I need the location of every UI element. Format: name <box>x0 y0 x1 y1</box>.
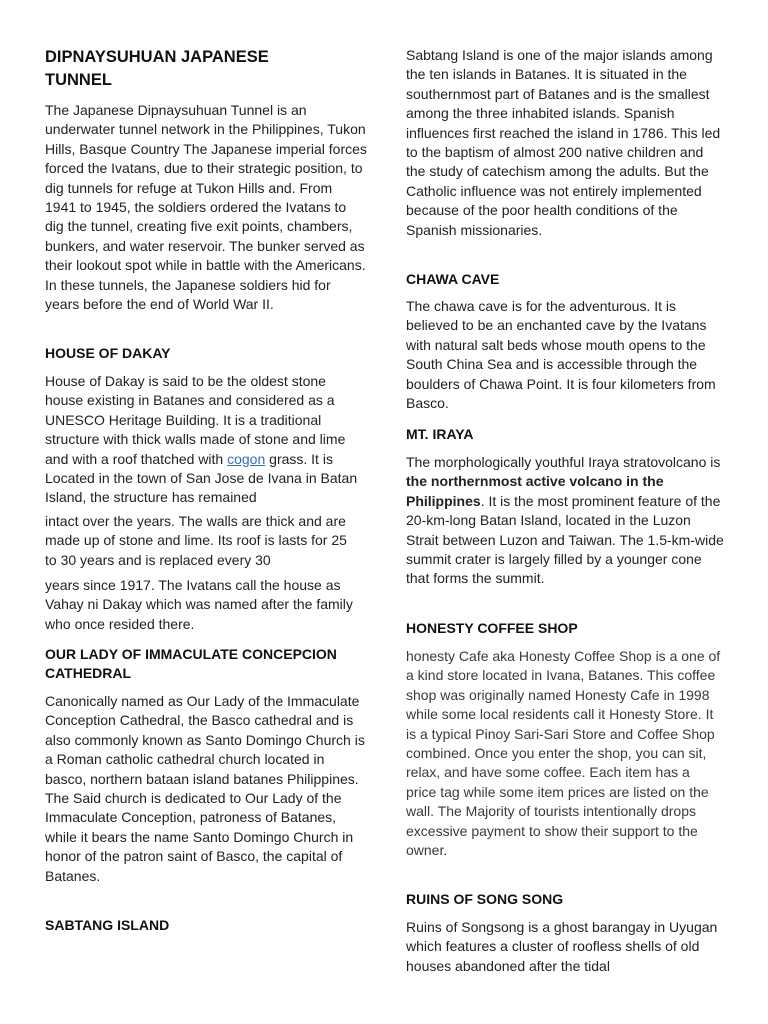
coffee-heading: HONESTY COFFEE SHOP <box>406 620 578 636</box>
cathedral-paragraph: Canonically named as Our Lady of the Immaculate Conception Cathedral, the Basco cathedral and is also commonly known as Santo Domingo Church is a Roman catholic cathedral church located in basco, northern bataan island batanes Philippines. The Said church is dedicated to Our Lady of the Immaculate Conception, patroness of Batanes, while it bears the name Santo Domingo Church in honor of the patron saint of Basco, the capital of Batanes. <box>45 693 365 884</box>
tunnel-paragraph: The Japanese Dipnaysuhuan Tunnel is an underwater tunnel network in the Philippines, Tukon Hills, Basque Country The Japanese imperial forces forced the Ivatans, due to their strategic position, to dig tunnels for refuge at Tukon Hills and. From 1941 to 1945, the soldiers ordered the Ivatans to dig the tunnel, creating five exit points, chambers, bunkers, and water reservoir. The bunker served as their lookout spot while in battle with the Americans. In these tunnels, the Japanese soldiers hid for years before the end of World War II. <box>45 102 367 313</box>
songsong-paragraph: Ruins of Songsong is a ghost barangay in Uyugan which features a cluster of roofless shells of old houses abandoned after the tidal <box>406 919 718 974</box>
dakay-paragraph-3: years since 1917. The Ivatans call the house as Vahay ni Dakay which was named after the family who once resided there. <box>45 577 353 632</box>
cogon-link[interactable]: cogon <box>227 450 266 467</box>
dakay-text-2: grass. It is Located in the town of San Jose de Ivana in Batan Island, the structure has remained <box>45 450 358 506</box>
iraya-text-2: . It is the most prominent feature of the 20-km-long Batan Island, located in the Luzon Strait between Luzon and Taiwan. The 1.5-km-wide summit crater is largely filled by a younger cone that forms the summit. <box>406 492 724 587</box>
iraya-heading: MT. IRAYA <box>406 426 474 442</box>
coffee-paragraph: honesty Cafe aka Honesty Coffee Shop is a one of a kind store located in Ivana, Batanes. This coffee shop was originally named Honesty Cafe in 1998 while some local residents call it Honesty Store. It is a typical Pinoy Sari-Sari Store and Coffee Shop combined. Once you enter the shop, you can sit, relax, and have some coffee. Each item has a price tag while some item prices are listed on the wall. The Majority of tourists intentionally drops excessive payment to show their support to the owner. <box>406 648 721 859</box>
dakay-paragraph-2: intact over the years. The walls are thick and are made up of stone and lime. Its roof is lasts for 25 to 30 years and is replaced every 30 <box>45 513 347 568</box>
chawa-heading: CHAWA CAVE <box>406 271 500 287</box>
dakay-paragraph-1 <box>45 372 367 508</box>
iraya-bold-text: the northernmost active volcano in the Philippines <box>406 473 664 509</box>
page-title: DIPNAYSUHUAN JAPANESE TUNNEL <box>45 48 269 89</box>
chawa-paragraph: The chawa cave is for the adventurous. It is believed to be an enchanted cave by the Ivatans with natural salt beds whose mouth opens to the South China Sea and is accessible through the boulders of Chawa Point. It is four kilometers from Basco. <box>406 298 716 412</box>
dakay-heading: HOUSE OF DAKAY <box>45 345 171 361</box>
cathedral-heading: OUR LADY OF IMMACULATE CONCEPCION CATHEDRAL <box>45 646 337 681</box>
iraya-paragraph <box>406 453 724 589</box>
sabtang-heading: SABTANG ISLAND <box>45 917 170 933</box>
dakay-text-1: House of Dakay is said to be the oldest stone house existing in Batanes and considered as a UNESCO Heritage Building. It is a traditional structure with thick walls made of stone and lime and with a roof thatched with <box>45 373 346 467</box>
songsong-heading: RUINS OF SONG SONG <box>406 891 564 907</box>
iraya-text-1: The morphologically youthful Iraya stratovolcano is <box>406 454 721 470</box>
sabtang-paragraph: Sabtang Island is one of the major islands among the ten islands in Batanes. It is situated in the southernmost part of Batanes and is the smallest among the three inhabited islands. Spanish influences first reached the island in 1786. This led to the baptism of almost 200 native children and the study of catechism among the adults. But the Catholic influence was not entirely implemented because of the poor health conditions of the Spanish missionaries. <box>406 47 721 238</box>
